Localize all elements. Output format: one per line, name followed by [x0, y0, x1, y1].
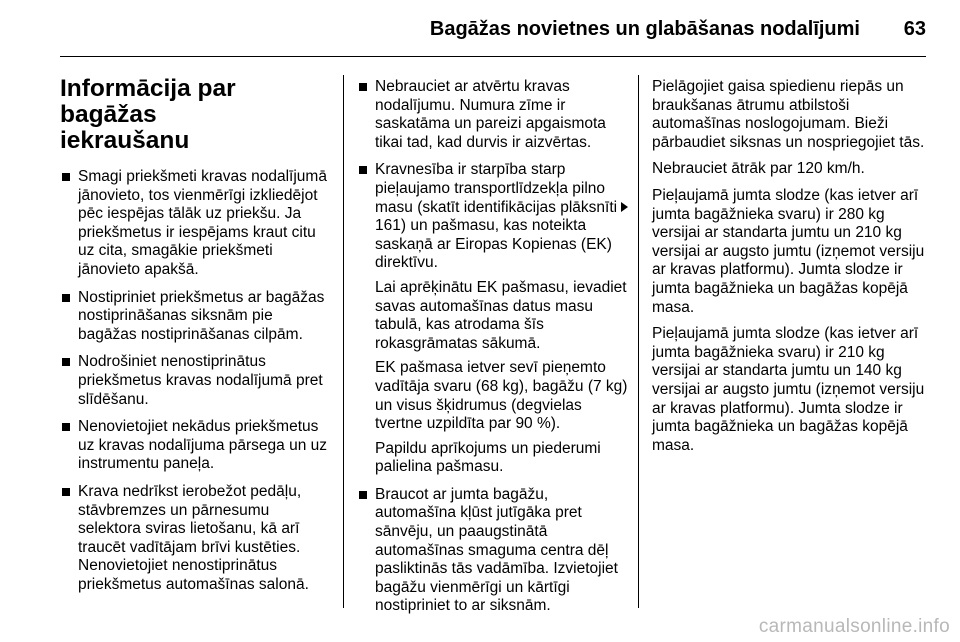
paragraph: Pieļaujamā jumta slodze (kas ietver arī jumta bagāžnieka svaru) ir 210 kg versijai ar standarta jumtu un 140 kg versijai ar augsto jumtu (izņemot versiju ar kravas platformu). Jumta slodze ir jumta bagāžnieka un bagāžas kopējā masa. — [652, 325, 925, 454]
header-divider — [60, 56, 926, 57]
paragraph: Pielāgojiet gaisa spiedienu riepās un braukšanas ātrumu atbilstoši automašīnas noslogojumam. Bieži pārbaudiet siksnas un nospriegojiet tās. — [652, 78, 925, 151]
square-bullet-icon — [359, 83, 367, 91]
square-bullet-icon — [62, 358, 70, 366]
paragraph: Papildu aprīkojums un piederumi palielina pašmasu. — [375, 439, 601, 476]
square-bullet-icon — [62, 294, 70, 302]
section-title: Informācija par bagāžas iekraušanu — [60, 75, 236, 154]
list-item: Nostipriniet priekšmetus ar bagāžas nostiprināšanas siksnām pie bagāžas nostiprināšanas cilpām. — [60, 289, 330, 345]
square-bullet-icon — [359, 166, 367, 174]
bullet-list — [60, 168, 330, 594]
watermark: carmanualsonline.info — [758, 616, 950, 637]
column-3 — [652, 78, 928, 463]
square-bullet-icon — [359, 491, 367, 499]
bullet-list — [357, 78, 633, 616]
page-reference-arrow-icon — [621, 202, 628, 212]
square-bullet-icon — [62, 488, 70, 496]
paragraph: Lai aprēķinātu EK pašmasu, ievadiet savas automašīnas datus masu tabulā, kas atrodama šīs rokasgrāmatas sākumā. — [375, 278, 627, 352]
paragraph: Pieļaujamā jumta slodze (kas ietver arī jumta bagāžnieka svaru) ir 280 kg versijai ar standarta jumtu un 210 kg versijai ar augsto jumtu (izņemot versiju ar kravas platformu). Jumta slodze ir jumta bagāžnieka un bagāžas kopējā masa. — [652, 186, 925, 316]
paragraph: EK pašmasa ietver sevī pieņemto vadītāja svaru (68 kg), bagāžu (7 kg) un visus šķidrumus (degvielas tvertne uzpildīta par 90 %). — [375, 359, 628, 433]
list-item: Braucot ar jumta bagāžu, automašīna kļūst jutīgāka pret sānvēju, un paaugstinātā automašīnas smaguma centra dēļ pasliktinās tās vadāmība. Izvietojiet bagāžu vienmērīgi un kārtīgi nostipriniet to ar siksnām. — [357, 486, 633, 616]
list-item: Nebrauciet ar atvērtu kravas nodalījumu. Numura zīme ir saskatāma un pareizi apgaismota tikai tad, kad durvis ir aizvērtas. — [357, 78, 633, 152]
list-item: Nenovietojiet nekādus priekšmetus uz kravas nodalījuma pārsega un uz instrumentu paneļa. — [60, 418, 330, 474]
list-item — [357, 161, 633, 477]
payload-paragraph: Kravnesība ir starpība starp pieļaujamo transportlīdzekļa pilno masu (skatīt identifikācijas plāksnīti 161) un pašmasu, kas noteikta saskaņā ar Eiropas Kopienas (EK) direktīvu. — [375, 161, 633, 273]
column-divider-2 — [638, 75, 639, 608]
column-1 — [60, 76, 330, 603]
page-number: 63 — [903, 18, 926, 40]
list-item: Nodrošiniet nenostiprinātus priekšmetus kravas nodalījumā pret slīdēšanu. — [60, 353, 330, 409]
page-header-title: Bagāžas novietnes un glabāšanas nodalījumi — [429, 18, 860, 40]
column-divider-1 — [343, 75, 344, 608]
paragraph: Nebrauciet ātrāk par 120 km/h. — [652, 160, 865, 178]
square-bullet-icon — [62, 173, 70, 181]
square-bullet-icon — [62, 423, 70, 431]
list-item: Krava nedrīkst ierobežot pedāļu, stāvbremzes un pārnesumu selektora sviras lietošanu, kā arī traucēt vadītājam brīvi kustēties. Nenovietojiet nenostiprinātus priekšmetus automašīnas salonā. — [60, 483, 330, 595]
column-2 — [357, 78, 633, 625]
list-item: Smagi priekšmeti kravas nodalījumā jānovieto, tos vienmērīgi izkliedējot pēc iespējas tālāk uz priekšu. Ja priekšmetus ir iespējams kraut citu uz cita, smagākie priekšmeti jānovieto apakšā. — [60, 168, 330, 280]
page-reference-link[interactable]: 161 — [375, 217, 401, 235]
